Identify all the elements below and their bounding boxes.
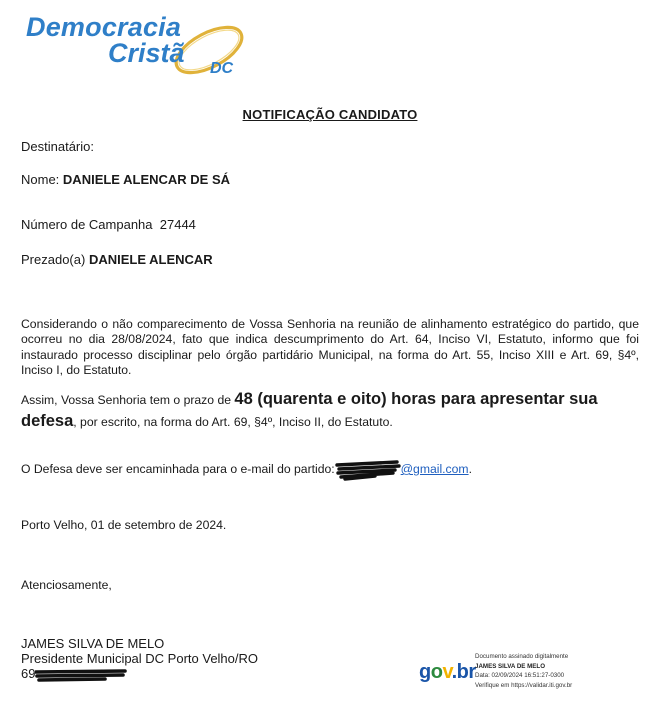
greeting-name: DANIELE ALENCAR bbox=[88, 252, 213, 267]
closing-line: Atenciosamente, bbox=[21, 578, 112, 592]
prazo-text-end: , por escrito, na forma do Art. 69, §4º, Inciso II, do Estatuto. bbox=[73, 415, 393, 429]
stamp-heading: Documento assinado digitalmente bbox=[475, 653, 569, 660]
prazo-emphasis: 48 (quarenta e oito) horas para apresentar sua defesa bbox=[21, 390, 598, 430]
phone-redaction bbox=[35, 668, 127, 682]
email-line-text: O Defesa deve ser encaminhada para o e-mail do partido: bbox=[21, 462, 335, 477]
stamp-verify: Verifique em https://validar.iti.gov.br bbox=[475, 681, 573, 689]
recipient-label: Destinatário: bbox=[21, 139, 94, 154]
date-line: Porto Velho, 01 de setembro de 2024. bbox=[21, 518, 227, 532]
stamp-signer: JAMES SILVA DE MELO bbox=[475, 662, 546, 670]
prazo-text-start: Assim, Vossa Senhoria tem o prazo de bbox=[21, 393, 232, 407]
document-title: NOTIFICAÇÃO CANDIDATO bbox=[242, 107, 418, 122]
paragraph-considerando: Considerando o não comparecimento de Vossa Senhoria na reunião de alinhamento estratégico do partido, que ocorreu no dia 28/08/2024, fato que indica descumprimento do Art. 64, Inciso VI, Estatuto, informo que foi instaurado processo disciplinar pelo órgão partidário Municipal, na forma do Art. 55, Inciso XIII e Art. 69, §4º, Inciso I, do Estatuto. bbox=[21, 317, 639, 378]
campaign-label: Número de Campanha bbox=[21, 217, 153, 232]
govbr-signature-stamp bbox=[419, 652, 619, 692]
recipient-name-line bbox=[21, 172, 230, 187]
signer-title: Presidente Municipal DC Porto Velho/RO bbox=[21, 651, 259, 666]
greeting-label: Prezado(a) bbox=[21, 252, 86, 267]
govbr-logo: gov.br bbox=[419, 661, 476, 683]
logo-text-dc: DC bbox=[210, 60, 234, 77]
campaign-number: 27444 bbox=[159, 217, 196, 232]
email-line: O Defesa deve ser encaminhada para o e-mail do partido: @gmail.com. bbox=[21, 459, 472, 481]
email-redaction bbox=[335, 459, 401, 481]
name-label: Nome: bbox=[21, 172, 60, 187]
stamp-date: Data: 02/09/2024 16:51:27-0300 bbox=[475, 672, 565, 680]
paragraph-prazo bbox=[21, 389, 639, 433]
logo-text-crista: Cristã bbox=[108, 38, 185, 68]
party-email-link[interactable]: @gmail.com bbox=[400, 462, 469, 477]
logo-text-democracia: Democracia bbox=[26, 12, 182, 42]
signature-block bbox=[21, 636, 258, 682]
recipient-name: DANIELE ALENCAR DE SÁ bbox=[62, 172, 231, 187]
govbr-stamp-text bbox=[475, 652, 572, 690]
party-logo bbox=[20, 8, 260, 80]
campaign-number-line bbox=[21, 217, 196, 232]
signer-phone: 69 bbox=[21, 666, 258, 682]
greeting-line bbox=[21, 252, 213, 267]
signer-name: JAMES SILVA DE MELO bbox=[21, 636, 165, 651]
